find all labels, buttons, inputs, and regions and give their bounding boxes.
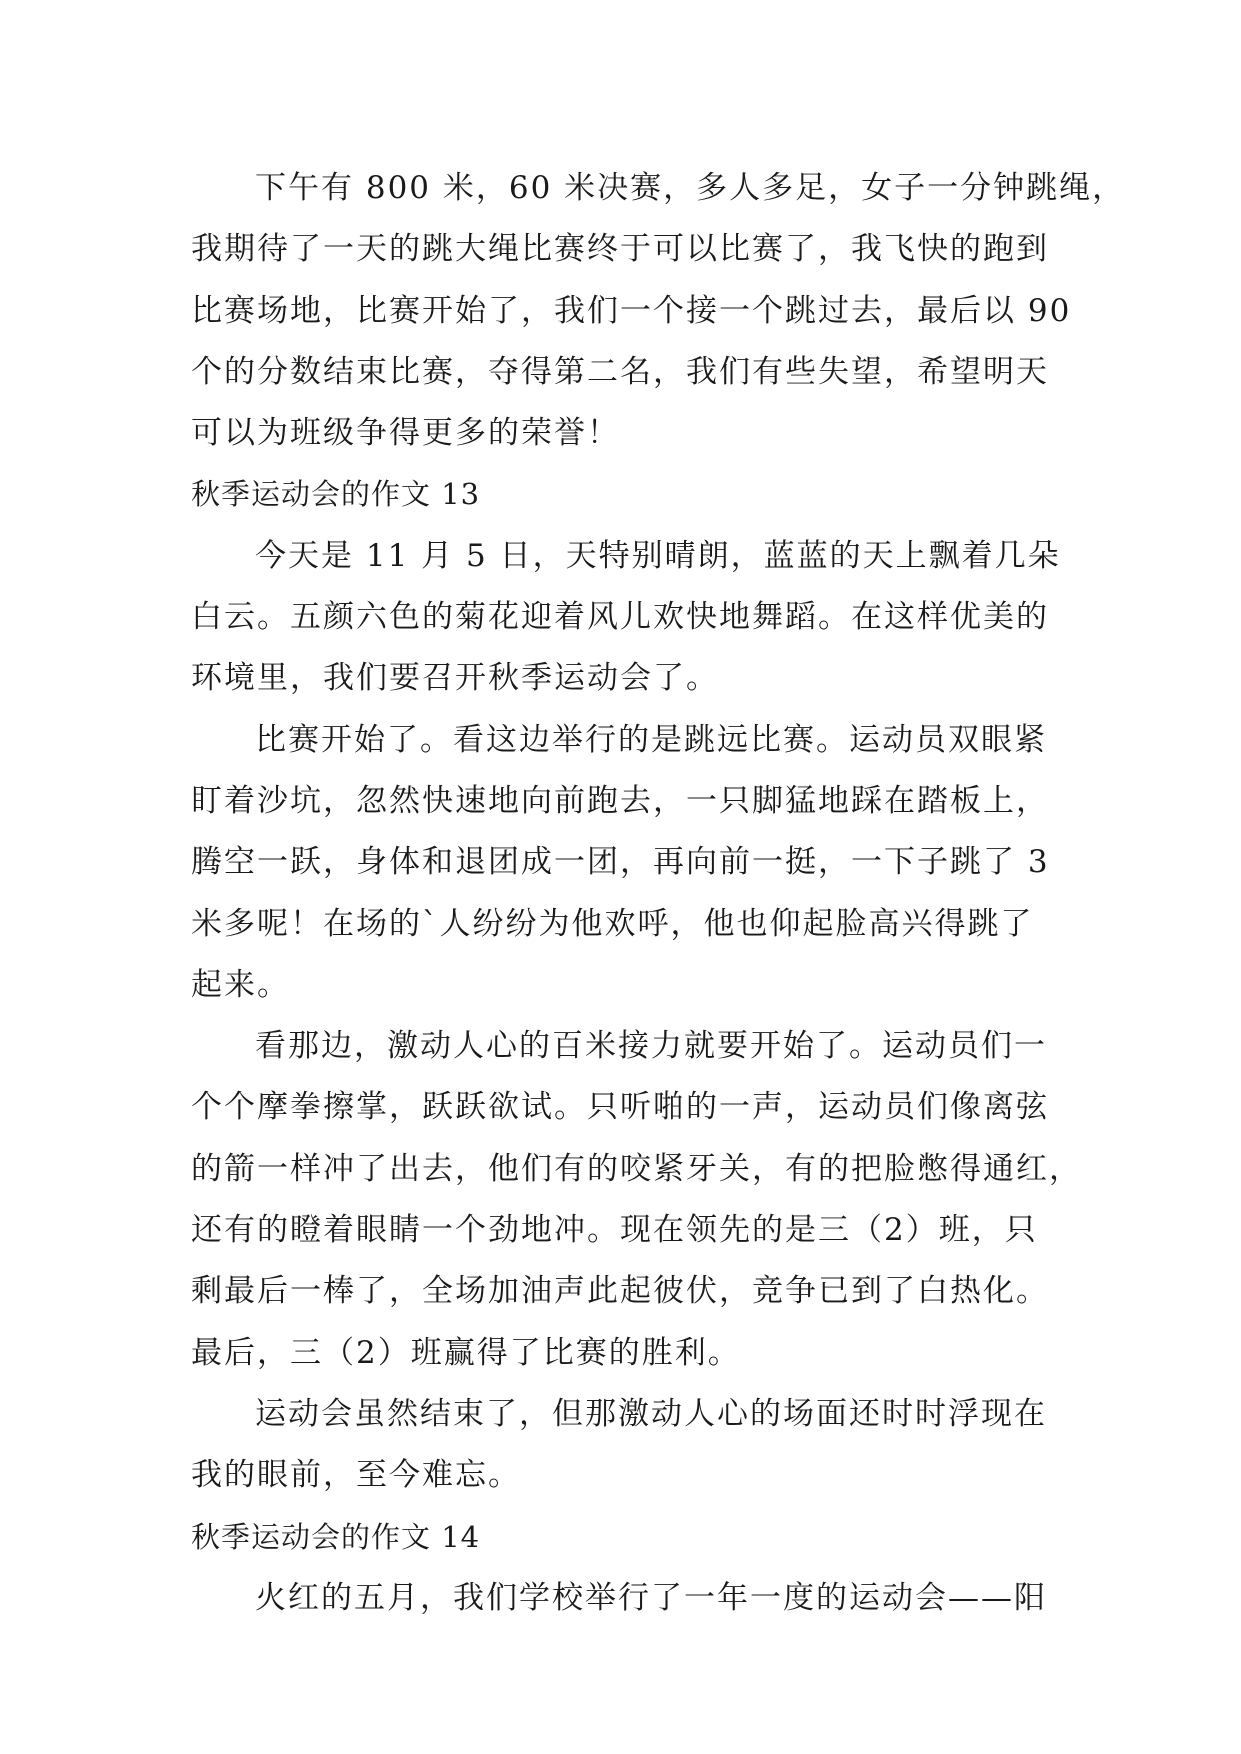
- text-line: 的箭一样冲了出去，他们有的咬紧牙关，有的把脸憋得通红，: [191, 1150, 1082, 1187]
- text-line: 剩最后一棒了，全场加油声此起彼伏，竞争已到了白热化。: [191, 1273, 1049, 1310]
- text-line: 下午有 800 米，60 米决赛，多人多足，女子一分钟跳绳，: [255, 170, 1126, 206]
- document-body: [191, 158, 1126, 1629]
- text-line: 我的眼前，至今难忘。: [191, 1457, 521, 1494]
- text-line: 运动会虽然结束了，但那激动人心的场面还时时浮现在: [255, 1395, 1047, 1432]
- text-line: 可以为班级争得更多的荣誉！: [191, 415, 620, 452]
- text-line: 我期待了一天的跳大绳比赛终于可以比赛了，我飞快的跑到: [191, 231, 1049, 268]
- text-line: 还有的瞪着眼睛一个劲地冲。现在领先的是三（2）班，只: [191, 1212, 1038, 1249]
- text-line: 腾空一跃，身体和退团成一团，再向前一挺，一下子跳了 3: [191, 844, 1050, 881]
- text-line: 盯着沙坑，忽然快速地向前跑去，一只脚猛地踩在踏板上，: [191, 782, 1049, 819]
- section-heading: 秋季运动会的作文 14: [191, 1519, 481, 1554]
- text-line: 环境里，我们要召开秋季运动会了。: [191, 660, 719, 697]
- section-heading: 秋季运动会的作文 13: [191, 477, 481, 512]
- text-line: 火红的五月，我们学校举行了一年一度的运动会——阳: [255, 1579, 1047, 1616]
- text-line: 白云。五颜六色的菊花迎着风儿欢快地舞蹈。在这样优美的: [191, 599, 1049, 636]
- text-line: 个的分数结束比赛，夺得第二名，我们有些失望，希望明天: [191, 353, 1049, 390]
- text-line: 比赛开始了。看这边举行的是跳远比赛。运动员双眼紧: [255, 721, 1047, 758]
- text-line: 看那边，激动人心的百米接力就要开始了。运动员们一: [255, 1028, 1047, 1065]
- text-line: 今天是 11 月 5 日，天特别晴朗，蓝蓝的天上飘着几朵: [255, 537, 1061, 574]
- text-line: 最后，三（2）班赢得了比赛的胜利。: [191, 1334, 741, 1371]
- text-line: 个个摩拳擦掌，跃跃欲试。只听啪的一声，运动员们像离弦: [191, 1089, 1049, 1126]
- text-line: 米多呢！在场的`人纷纷为他欢呼，他也仰起脸高兴得跳了: [191, 905, 1034, 942]
- text-line: 比赛场地，比赛开始了，我们一个接一个跳过去，最后以 90: [191, 292, 1072, 329]
- text-line: 起来。: [191, 966, 290, 1003]
